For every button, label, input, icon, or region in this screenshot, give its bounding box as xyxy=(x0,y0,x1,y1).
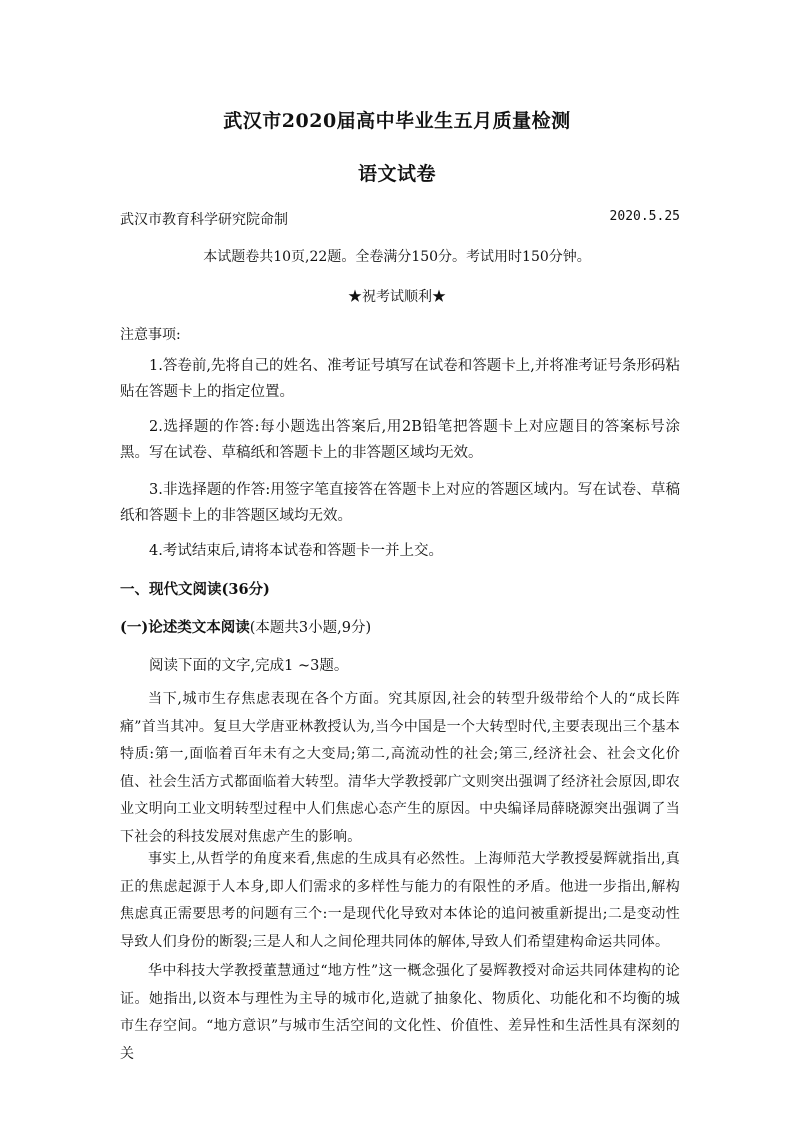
subsection-note: (本题共3小题,9分) xyxy=(249,620,372,636)
notice-item: 1.答卷前,先将自己的姓名、准考证号填写在试卷和答题卡上,并将准考证号条形码粘贴在答题卡上的指定位置。 xyxy=(120,358,680,400)
notice-item: 3.非选择题的作答:用签字笔直接答在答题卡上对应的答题区域内。写在试卷、草稿纸和答题卡上的非答题区域均无效。 xyxy=(120,482,680,524)
exam-date: 2020.5.25 xyxy=(609,209,680,224)
exam-subtitle: 语文试卷 xyxy=(357,163,436,185)
issuer-text: 武汉市教育科学研究院命制 xyxy=(120,212,288,228)
passage-paragraph: 事实上,从哲学的角度来看,焦虑的生成具有必然性。上海师范大学教授晏辉就指出,真正的焦虑起源于人本身,即人们需求的多样性与能力的有限性的矛盾。他进一步指出,解构焦虑真正需要思考的问题有三个:一是现代化导致对本体论的追问被重新提出;二是变动性导致人们身份的断裂;三是人和人之间伦理共同体的解体,导致人们希望建构命运共同体。 xyxy=(120,851,680,950)
notice-title: 注意事项: xyxy=(120,327,181,343)
exam-title: 武汉市2020届高中毕业生五月质量检测 xyxy=(223,110,571,132)
section-heading: 一、现代文阅读(36分) xyxy=(120,581,270,598)
blessing-line: ★祝考试顺利★ xyxy=(348,289,446,305)
reading-instruction: 阅读下面的文字,完成1 ~3题。 xyxy=(149,658,349,674)
exam-info: 本试题卷共10页,22题。全卷满分150分。考试用时150分钟。 xyxy=(203,249,591,265)
passage-paragraph: 华中科技大学教授董慧通过“地方性”这一概念强化了晏辉教授对命运共同体建构的论证。她指出,以资本与理性为主导的城市化,造就了抽象化、物质化、功能化和不均衡的城市生存空间。“地方意识”与城市生活空间的文化性、价值性、差异性和生活性具有深刻的关 xyxy=(120,963,680,1062)
notice-item: 2.选择题的作答:每小题选出答案后,用2B铅笔把答题卡上对应题目的答案标号涂黑。写在试卷、草稿纸和答题卡上的非答题区域均无效。 xyxy=(120,419,680,461)
notice-item: 4.考试结束后,请将本试卷和答题卡一并上交。 xyxy=(149,543,443,559)
subsection-heading xyxy=(120,616,371,637)
passage-paragraph: 当下,城市生存焦虑表现在各个方面。究其原因,社会的转型升级带给个人的“成长阵痛”首当其冲。复旦大学唐亚林教授认为,当今中国是一个大转型时代,主要表现出三个基本特质:第一,面临着百年未有之大变局;第二,高流动性的社会;第三,经济社会、社会文化价值、社会生活方式都面临着大转型。清华大学教授郭广文则突出强调了经济社会原因,即农业文明向工业文明转型过程中人们焦虑心态产生的原因。中央编译局薛晓源突出强调了当下社会的科技发展对焦虑产生的影响。 xyxy=(120,691,680,845)
subsection-title: (一)论述类文本阅读 xyxy=(120,619,250,636)
